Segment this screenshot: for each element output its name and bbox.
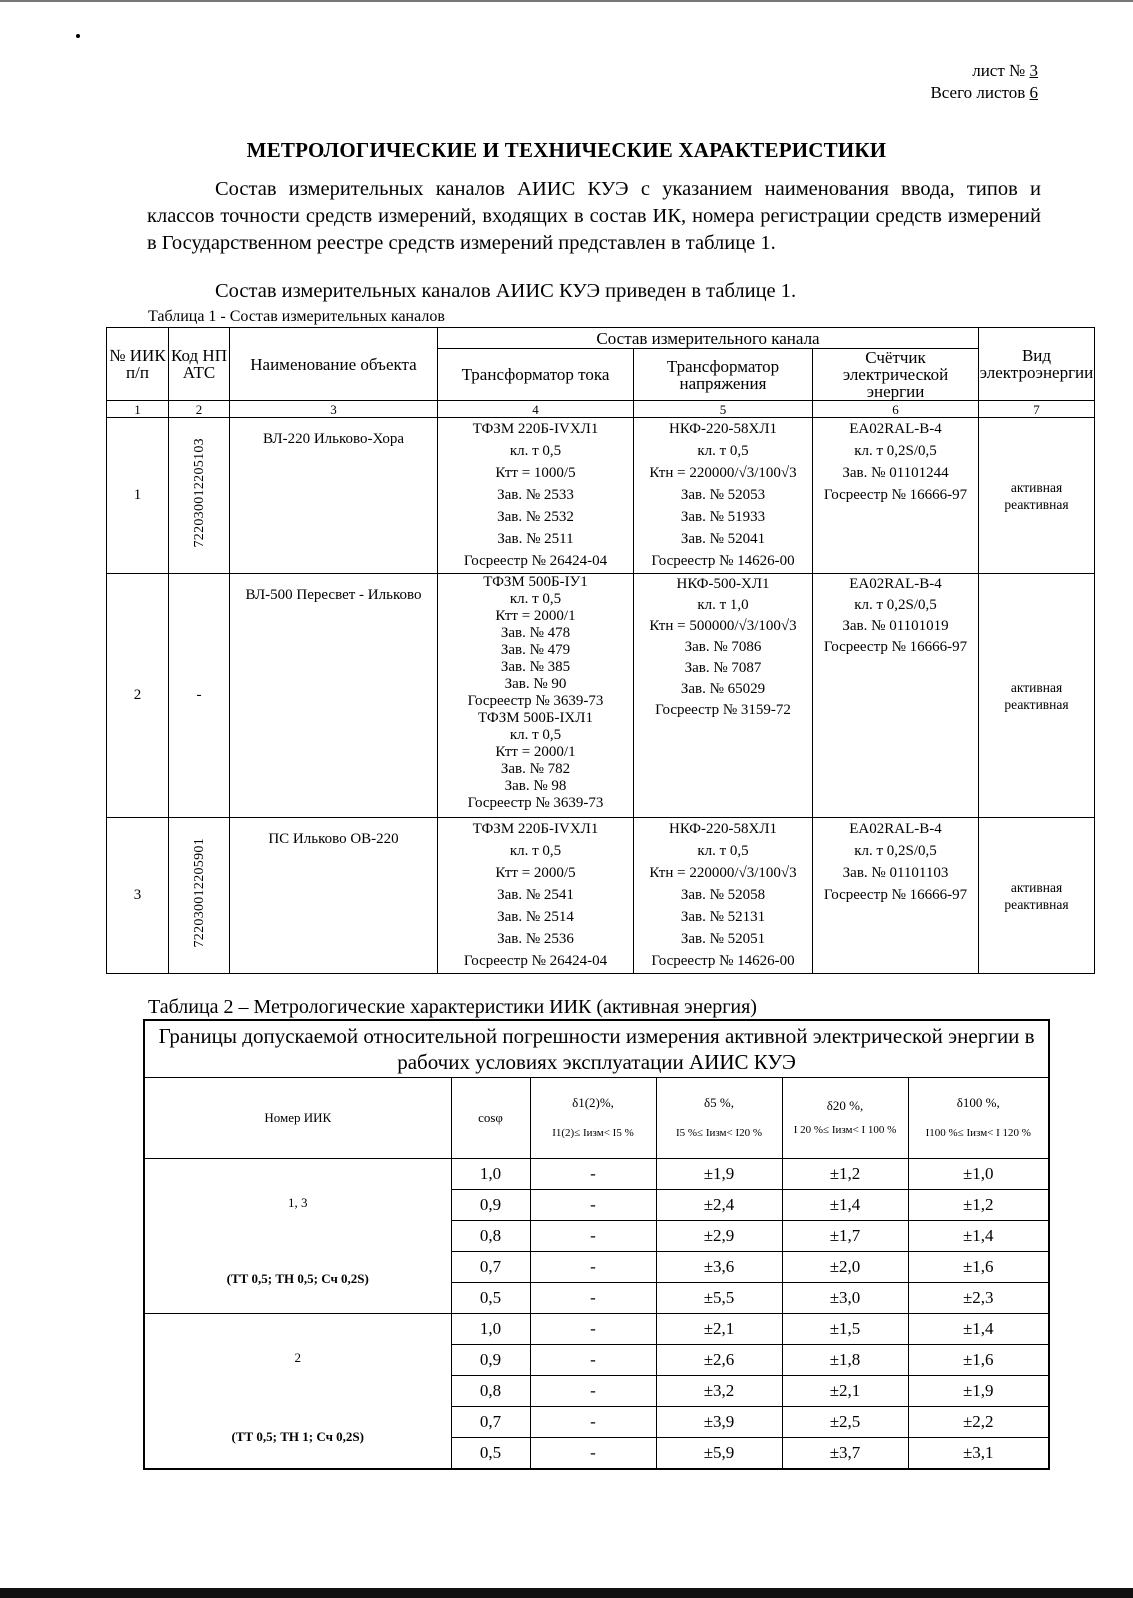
row-vt bbox=[634, 574, 813, 818]
meter-line: EA02RAL-B-4 bbox=[849, 421, 942, 437]
d5-value: ±2,4 bbox=[656, 1190, 782, 1221]
ct-line: ТФЗМ 220Б-IVХЛ1 bbox=[472, 421, 599, 437]
ct-line: Зав. № 90 bbox=[504, 676, 567, 692]
vt-line: Зав. № 52058 bbox=[680, 887, 766, 903]
ct-line: ТФЗМ 500Б-IХЛ1 bbox=[478, 710, 593, 726]
vt-line: кл. т 0,5 bbox=[697, 443, 749, 459]
d5-value: ±2,9 bbox=[656, 1221, 782, 1252]
energy-reactive: реактивная bbox=[1004, 696, 1069, 712]
row-code-text: 72203001220510З bbox=[191, 438, 207, 548]
row-meter bbox=[813, 574, 979, 818]
d100-symbol: δ100 %, bbox=[956, 1095, 1000, 1110]
header-cos: cosφ bbox=[451, 1078, 530, 1159]
vt-line: Зав. № 52051 bbox=[680, 931, 766, 947]
ct-line: Зав. № 2514 bbox=[497, 909, 574, 925]
meter-line: Зав. № 01101103 bbox=[842, 865, 949, 881]
table-row bbox=[144, 1314, 1049, 1345]
ct-line: Зав. № 385 bbox=[500, 659, 571, 675]
d1-value: - bbox=[530, 1283, 656, 1314]
d5-value: ±3,6 bbox=[656, 1252, 782, 1283]
row-code: - bbox=[169, 574, 230, 818]
row-num: 3 bbox=[107, 818, 169, 974]
ct-line: кл. т 0,5 bbox=[509, 727, 562, 743]
d100-value: ±1,4 bbox=[908, 1314, 1049, 1345]
header-meter: Счётчик электрической энергии bbox=[813, 349, 979, 401]
vt-line: НКФ-220-58ХЛ1 bbox=[668, 421, 778, 437]
row-object bbox=[230, 418, 438, 574]
header-ct: Трансформатор тока bbox=[438, 349, 634, 401]
meter-line: кл. т 0,2S/0,5 bbox=[854, 443, 937, 459]
ct-line: Госреестр № 3639-73 bbox=[467, 795, 604, 811]
table-row bbox=[107, 818, 1095, 974]
ct-line: Госреестр № 26424-04 bbox=[463, 953, 608, 969]
d5-value: ±1,9 bbox=[656, 1159, 782, 1190]
table2-header-row bbox=[144, 1078, 1049, 1159]
ct-line: кл. т 0,5 bbox=[509, 591, 562, 607]
vt-line: Ктн = 500000/√3/100√3 bbox=[649, 618, 797, 634]
ct-line: ТФЗМ 220Б-IVХЛ1 bbox=[472, 821, 599, 837]
row-energy bbox=[979, 818, 1095, 974]
table2-title: Границы допускаемой относительной погрешности измерения активной электрической энергии в рабочих условиях эксплуатации АИИС КУЭ bbox=[144, 1020, 1049, 1078]
d20-symbol: δ20 %, bbox=[826, 1098, 864, 1113]
d1-value: - bbox=[530, 1221, 656, 1252]
energy-active: активная bbox=[1010, 879, 1063, 895]
col-number: 5 bbox=[634, 401, 813, 418]
d5-symbol: δ5 %, bbox=[704, 1095, 734, 1110]
d1-value: - bbox=[530, 1438, 656, 1470]
header-d100 bbox=[908, 1078, 1049, 1159]
header-code: Код НП АТС bbox=[169, 328, 230, 401]
energy-reactive: реактивная bbox=[1004, 896, 1069, 912]
d1-value: - bbox=[530, 1159, 656, 1190]
ct-line: Ктт = 2000/1 bbox=[495, 608, 576, 624]
row-meter bbox=[813, 818, 979, 974]
vt-line: Ктн = 220000/√3/100√3 bbox=[649, 465, 797, 481]
d100-value: ±3,1 bbox=[908, 1438, 1049, 1470]
meter-line: кл. т 0,2S/0,5 bbox=[854, 597, 937, 613]
d5-value: ±5,5 bbox=[656, 1283, 782, 1314]
row-ct bbox=[438, 818, 634, 974]
vt-line: Зав. № 7086 bbox=[684, 639, 762, 655]
sheet-label: лист № bbox=[972, 61, 1026, 80]
vt-line: Госреестр № 3159-72 bbox=[655, 702, 791, 718]
group-note: (ТТ 0,5; ТН 1; Сч 0,2S) bbox=[231, 1429, 364, 1444]
d100-range: I100 %≤ Iизм< I 120 % bbox=[925, 1127, 1031, 1139]
d1-symbol: δ1(2)%, bbox=[572, 1095, 614, 1110]
header-composition: Состав измерительного канала bbox=[438, 328, 979, 349]
d20-value: ±3,0 bbox=[782, 1283, 908, 1314]
d20-value: ±3,7 bbox=[782, 1438, 908, 1470]
header-iik: Номер ИИК bbox=[144, 1078, 451, 1159]
d5-range: I5 %≤ Iизм< I20 % bbox=[675, 1127, 763, 1139]
vt-line: Зав. № 7087 bbox=[684, 660, 762, 676]
row-code-text: 722030012205901 bbox=[191, 838, 207, 948]
row-code bbox=[169, 818, 230, 974]
vt-line: Госреестр № 14626-00 bbox=[651, 553, 795, 569]
ct-line: Зав. № 2532 bbox=[497, 509, 574, 525]
cos-value: 1,0 bbox=[451, 1159, 530, 1190]
row-num: 2 bbox=[107, 574, 169, 818]
d100-value: ±1,2 bbox=[908, 1190, 1049, 1221]
intro-paragraph-2: Состав измерительных каналов АИИС КУЭ приведен в таблице 1. bbox=[215, 280, 797, 302]
header-num: № ИИК п/п bbox=[107, 328, 169, 401]
d1-value: - bbox=[530, 1314, 656, 1345]
ct-line: ТФЗМ 500Б-IУ1 bbox=[483, 574, 588, 590]
cos-value: 0,5 bbox=[451, 1283, 530, 1314]
sheet-number: 3 bbox=[1029, 61, 1038, 80]
d1-value: - bbox=[530, 1407, 656, 1438]
sheet-number-line bbox=[930, 60, 1038, 82]
row-object bbox=[230, 574, 438, 818]
meter-line: Госреестр № 16666-97 bbox=[823, 639, 968, 655]
table-row bbox=[144, 1159, 1049, 1190]
row-code bbox=[169, 418, 230, 574]
total-number: 6 bbox=[1029, 83, 1038, 102]
row-object bbox=[230, 818, 438, 974]
ct-line: Зав. № 478 bbox=[500, 625, 571, 641]
header-object: Наименование объекта bbox=[230, 328, 438, 401]
col-number: 4 bbox=[438, 401, 634, 418]
d100-value: ±2,2 bbox=[908, 1407, 1049, 1438]
col-number: 7 bbox=[979, 401, 1095, 418]
header-d20 bbox=[782, 1078, 908, 1159]
row-meter bbox=[813, 418, 979, 574]
ct-line: Ктт = 1000/5 bbox=[495, 465, 576, 481]
meter-line: Зав. № 01101019 bbox=[842, 618, 949, 634]
table2-title-row bbox=[144, 1020, 1049, 1078]
d20-value: ±2,1 bbox=[782, 1376, 908, 1407]
col-number: 2 bbox=[169, 401, 230, 418]
d100-value: ±1,9 bbox=[908, 1376, 1049, 1407]
ct-line: Ктт = 2000/1 bbox=[495, 744, 576, 760]
d5-value: ±2,1 bbox=[656, 1314, 782, 1345]
page-title: МЕТРОЛОГИЧЕСКИЕ И ТЕХНИЧЕСКИЕ ХАРАКТЕРИСТИКИ bbox=[246, 138, 887, 162]
vt-line: кл. т 1,0 bbox=[697, 597, 749, 613]
meter-line: EA02RAL-B-4 bbox=[849, 821, 942, 837]
d100-value: ±1,4 bbox=[908, 1221, 1049, 1252]
scan-speck bbox=[76, 34, 80, 38]
energy-active: активная bbox=[1010, 679, 1063, 695]
header-vt: Трансформатор напряжения bbox=[634, 349, 813, 401]
cos-value: 0,9 bbox=[451, 1190, 530, 1221]
row-energy bbox=[979, 574, 1095, 818]
meter-line: Госреестр № 16666-97 bbox=[823, 887, 968, 903]
group-cell bbox=[144, 1314, 451, 1470]
sheet-info bbox=[930, 60, 1038, 104]
row-vt bbox=[634, 818, 813, 974]
d20-value: ±2,0 bbox=[782, 1252, 908, 1283]
row-ct bbox=[438, 574, 634, 818]
d20-value: ±1,7 bbox=[782, 1221, 908, 1252]
d5-value: ±5,9 bbox=[656, 1438, 782, 1470]
vt-line: НКФ-220-58ХЛ1 bbox=[668, 821, 778, 837]
row-ct bbox=[438, 418, 634, 574]
meter-line: кл. т 0,2S/0,5 bbox=[854, 843, 937, 859]
row-num: 1 bbox=[107, 418, 169, 574]
row-vt bbox=[634, 418, 813, 574]
vt-line: НКФ-500-ХЛ1 bbox=[676, 576, 770, 592]
table1-channels bbox=[106, 327, 1095, 974]
ct-line: Зав. № 2511 bbox=[497, 531, 574, 547]
ct-line: Зав. № 2536 bbox=[497, 931, 574, 947]
cos-value: 0,9 bbox=[451, 1345, 530, 1376]
ct-line: Зав. № 98 bbox=[504, 778, 567, 794]
cos-value: 0,8 bbox=[451, 1376, 530, 1407]
vt-line: Ктн = 220000/√3/100√3 bbox=[649, 865, 797, 881]
d100-value: ±2,3 bbox=[908, 1283, 1049, 1314]
d20-value: ±2,5 bbox=[782, 1407, 908, 1438]
vt-line: Зав. № 52131 bbox=[680, 909, 766, 925]
d1-value: - bbox=[530, 1252, 656, 1283]
group-note: (ТТ 0,5; ТН 0,5; Сч 0,2S) bbox=[226, 1271, 369, 1286]
d1-value: - bbox=[530, 1376, 656, 1407]
cos-value: 0,7 bbox=[451, 1252, 530, 1283]
ct-line: Ктт = 2000/5 bbox=[495, 865, 576, 881]
col-number: 3 bbox=[230, 401, 438, 418]
vt-line: Зав. № 65029 bbox=[680, 681, 766, 697]
group-label: 1, 3 bbox=[288, 1195, 308, 1210]
table1-caption: Таблица 1 - Состав измерительных каналов bbox=[148, 308, 445, 325]
object-name: ВЛ-500 Пересвет - Ильково bbox=[245, 587, 422, 603]
meter-line: EA02RAL-B-4 bbox=[849, 576, 942, 592]
intro-paragraph-1: Состав измерительных каналов АИИС КУЭ с указанием наименования ввода, типов и классов точности средств измерений, входящих в состав ИК, номера регистрации средств измерений в Государственном реестре средств измерений представлен в таблице 1. bbox=[147, 178, 1041, 254]
group-label: 2 bbox=[294, 1350, 301, 1365]
table-row bbox=[107, 418, 1095, 574]
vt-line: Госреестр № 14626-00 bbox=[651, 953, 795, 969]
energy-reactive: реактивная bbox=[1004, 496, 1069, 512]
d1-value: - bbox=[530, 1345, 656, 1376]
d5-value: ±2,6 bbox=[656, 1345, 782, 1376]
cos-value: 0,8 bbox=[451, 1221, 530, 1252]
d20-value: ±1,4 bbox=[782, 1190, 908, 1221]
table1-column-numbers bbox=[107, 401, 1095, 418]
d1-value: - bbox=[530, 1190, 656, 1221]
table1-header-row bbox=[107, 328, 1095, 349]
object-name: ВЛ-220 Ильково-Хора bbox=[262, 431, 405, 447]
d5-value: ±3,2 bbox=[656, 1376, 782, 1407]
table2-caption: Таблица 2 – Метрологические характеристики ИИК (активная энергия) bbox=[148, 996, 757, 1018]
vt-line: кл. т 0,5 bbox=[697, 843, 749, 859]
d100-value: ±1,0 bbox=[908, 1159, 1049, 1190]
d20-range: I 20 %≤ Iизм< I 100 % bbox=[793, 1124, 897, 1136]
ct-line: Госреестр № 3639-73 bbox=[467, 693, 604, 709]
vt-line: Зав. № 52041 bbox=[680, 531, 766, 547]
d100-value: ±1,6 bbox=[908, 1252, 1049, 1283]
d20-value: ±1,5 bbox=[782, 1314, 908, 1345]
vt-line: Зав. № 51933 bbox=[680, 509, 766, 525]
scan-edge-top bbox=[0, 0, 1133, 2]
cos-value: 1,0 bbox=[451, 1314, 530, 1345]
cos-value: 0,5 bbox=[451, 1438, 530, 1470]
row-energy bbox=[979, 418, 1095, 574]
table-row bbox=[107, 574, 1095, 818]
ct-line: Зав. № 782 bbox=[500, 761, 571, 777]
ct-line: Зав. № 2533 bbox=[497, 487, 574, 503]
ct-line: Зав. № 479 bbox=[500, 642, 571, 658]
scan-edge-bottom bbox=[0, 1588, 1133, 1598]
d20-value: ±1,8 bbox=[782, 1345, 908, 1376]
meter-line: Госреестр № 16666-97 bbox=[823, 487, 968, 503]
ct-line: Зав. № 2541 bbox=[497, 887, 574, 903]
header-d1 bbox=[530, 1078, 656, 1159]
d1-range: I1(2)≤ Iизм< I5 % bbox=[552, 1127, 634, 1139]
ct-line: кл. т 0,5 bbox=[509, 443, 562, 459]
vt-line: Зав. № 52053 bbox=[680, 487, 766, 503]
energy-active: активная bbox=[1010, 479, 1063, 495]
d5-value: ±3,9 bbox=[656, 1407, 782, 1438]
sheet-total-line bbox=[930, 82, 1038, 104]
cos-value: 0,7 bbox=[451, 1407, 530, 1438]
header-d5 bbox=[656, 1078, 782, 1159]
d100-value: ±1,6 bbox=[908, 1345, 1049, 1376]
total-label: Всего листов bbox=[930, 83, 1026, 102]
object-name: ПС Ильково ОВ-220 bbox=[268, 831, 399, 847]
meter-line: Зав. № 01101244 bbox=[842, 465, 949, 481]
ct-line: Госреестр № 26424-04 bbox=[463, 553, 608, 569]
table2-metrology bbox=[143, 1019, 1050, 1470]
d20-value: ±1,2 bbox=[782, 1159, 908, 1190]
group-cell bbox=[144, 1159, 451, 1314]
col-number: 1 bbox=[107, 401, 169, 418]
header-energy: Вид электроэнергии bbox=[979, 328, 1095, 401]
intro-text bbox=[147, 176, 1041, 257]
ct-line: кл. т 0,5 bbox=[509, 843, 562, 859]
col-number: 6 bbox=[813, 401, 979, 418]
